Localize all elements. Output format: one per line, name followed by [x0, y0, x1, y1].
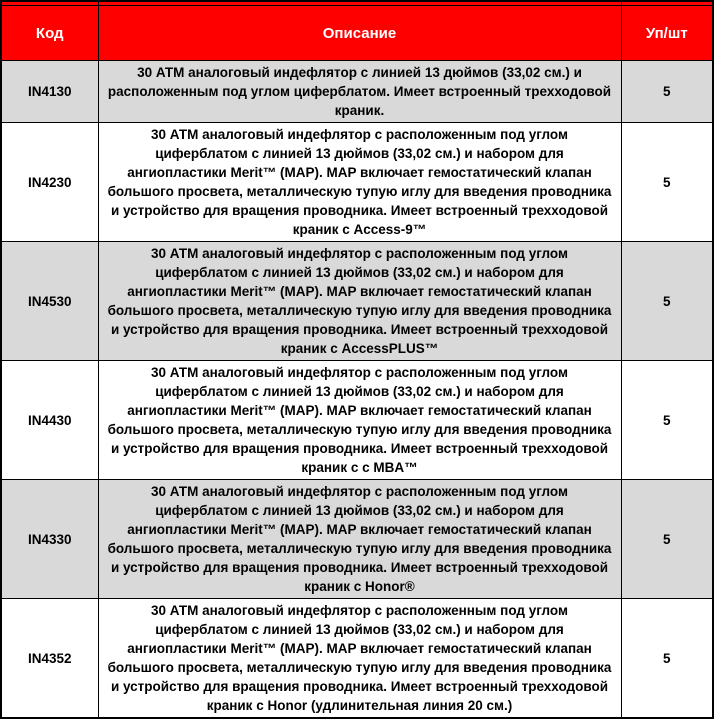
- description-cell: 30 АТМ аналоговый индефлятор с линией 13 дюймов (33,02 см.) и расположенным под углом циферблатом. Имеет встроенный трехходовой краник.: [98, 61, 621, 123]
- code-cell: IN4530: [1, 242, 98, 361]
- table-row: [1, 123, 713, 242]
- code-cell: IN4430: [1, 361, 98, 480]
- table-row: [1, 242, 713, 361]
- table-row: [1, 361, 713, 480]
- description-cell: 30 АТМ аналоговый индефлятор с расположенным под углом циферблатом с линией 13 дюймов (33,02 см.) и набором для ангиопластики Merit™ (MAP). MAP включает гемостатический клапан большого просвета, металлическую тупую иглу для введения проводника и устройство для вращения проводника. Имеет встроенный трехходовой краник с с MBA™: [98, 361, 621, 480]
- header-row: [1, 6, 713, 61]
- pack-cell: 5: [621, 123, 713, 242]
- code-cell: IN4130: [1, 61, 98, 123]
- pack-cell: 5: [621, 361, 713, 480]
- pack-cell: 5: [621, 480, 713, 599]
- table-row: [1, 61, 713, 123]
- pack-cell: 5: [621, 242, 713, 361]
- column-header-pack: Уп/шт: [621, 6, 713, 61]
- pack-cell: 5: [621, 599, 713, 719]
- description-cell: 30 АТМ аналоговый индефлятор с расположенным под углом циферблатом с линией 13 дюймов (33,02 см.) и набором для ангиопластики Merit™ (MAP). MAP включает гемостатический клапан большого просвета, металлическую тупую иглу для введения проводника и устройство для вращения проводника. Имеет встроенный трехходовой краник с Honor (удлинительная линия 20 см.): [98, 599, 621, 719]
- code-cell: IN4352: [1, 599, 98, 719]
- description-cell: 30 АТМ аналоговый индефлятор с расположенным под углом циферблатом с линией 13 дюймов (33,02 см.) и набором для ангиопластики Merit™ (MAP). MAP включает гемостатический клапан большого просвета, металлическую тупую иглу для введения проводника и устройство для вращения проводника. Имеет встроенный трехходовой краник с Honor®: [98, 480, 621, 599]
- description-cell: 30 АТМ аналоговый индефлятор с расположенным под углом циферблатом с линией 13 дюймов (33,02 см.) и набором для ангиопластики Merit™ (MAP). MAP включает гемостатический клапан большого просвета, металлическую тупую иглу для введения проводника и устройство для вращения проводника. Имеет встроенный трехходовой краник с AccessPLUS™: [98, 242, 621, 361]
- column-header-code: Код: [1, 6, 98, 61]
- table-row: [1, 599, 713, 719]
- code-cell: IN4330: [1, 480, 98, 599]
- description-cell: 30 АТМ аналоговый индефлятор с расположенным под углом циферблатом с линией 13 дюймов (33,02 см.) и набором для ангиопластики Merit™ (MAP). MAP включает гемостатический клапан большого просвета, металлическую тупую иглу для введения проводника и устройство для вращения проводника. Имеет встроенный трехходовой краник с Access-9™: [98, 123, 621, 242]
- table-row: [1, 480, 713, 599]
- code-cell: IN4230: [1, 123, 98, 242]
- column-header-description: Описание: [98, 6, 621, 61]
- pack-cell: 5: [621, 61, 713, 123]
